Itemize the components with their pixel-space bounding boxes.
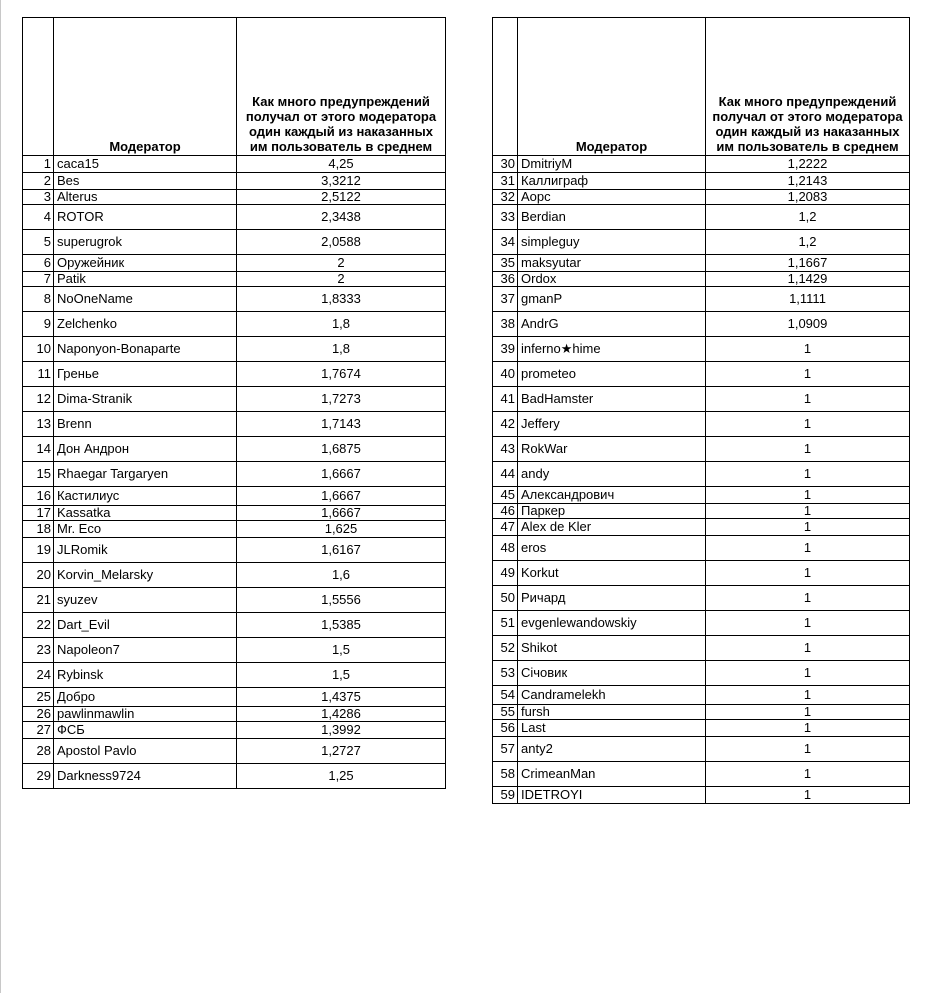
warnings-average: 1,5385 [237,613,446,638]
warnings-average: 4,25 [237,156,446,173]
row-number: 3 [23,190,54,205]
row-number: 7 [23,272,54,287]
table-row [493,437,910,462]
table-row [23,487,446,506]
moderator-name: prometeo [518,362,706,387]
warnings-average: 2,0588 [237,230,446,255]
moderator-name: superugrok [54,230,237,255]
warnings-average: 1,8 [237,337,446,362]
moderator-name: Dima-Stranik [54,387,237,412]
row-number: 25 [23,688,54,707]
warnings-average: 1,2 [706,205,910,230]
warnings-average: 1 [706,636,910,661]
warnings-average: 1,2 [706,230,910,255]
row-number: 9 [23,312,54,337]
table-row [23,362,446,387]
moderator-name: Apostol Pavlo [54,739,237,764]
warnings-average: 1 [706,661,910,686]
warnings-average: 1,6167 [237,538,446,563]
moderator-name: Александрович [518,487,706,504]
moderator-name: Bes [54,173,237,190]
row-number: 8 [23,287,54,312]
row-number: 58 [493,762,518,787]
table-row [23,521,446,538]
table-row [493,536,910,561]
moderator-name: Korvin_Melarsky [54,563,237,588]
row-number: 27 [23,722,54,739]
moderator-name: anty2 [518,737,706,762]
warnings-average: 1 [706,387,910,412]
table-row [23,764,446,789]
warnings-average: 2,5122 [237,190,446,205]
moderator-name: andy [518,462,706,487]
row-number: 44 [493,462,518,487]
warnings-average: 2 [237,272,446,287]
table-row [493,412,910,437]
moderator-name: Каллиграф [518,173,706,190]
window-left-border [0,0,1,993]
moderator-name: fursh [518,705,706,720]
moderator-name: DmitriyM [518,156,706,173]
header-warnings-average: Как много предупреждений получал от этого модератора один каждый из наказанных им пользователь в среднем [706,18,910,156]
moderator-name: Aopc [518,190,706,205]
table-row [493,705,910,720]
row-number: 10 [23,337,54,362]
warnings-average: 1,4375 [237,688,446,707]
row-number: 30 [493,156,518,173]
warnings-average: 1,4286 [237,707,446,722]
warnings-average: 1,2143 [706,173,910,190]
warnings-average: 1,1429 [706,272,910,287]
warnings-average: 1 [706,519,910,536]
table-row [23,722,446,739]
moderator-name: Napoleon7 [54,638,237,663]
row-number: 14 [23,437,54,462]
moderator-name: Kassatka [54,506,237,521]
row-number: 40 [493,362,518,387]
warnings-average: 1 [706,362,910,387]
header-moderator: Модератор [518,18,706,156]
warnings-average: 2 [237,255,446,272]
table-row [493,762,910,787]
moderator-name: JLRomik [54,538,237,563]
row-number: 12 [23,387,54,412]
row-number: 42 [493,412,518,437]
warnings-average: 1 [706,462,910,487]
moderator-name: Оружейник [54,255,237,272]
warnings-average: 1 [706,561,910,586]
moderator-name: Candramelekh [518,686,706,705]
moderator-name: Korkut [518,561,706,586]
moderator-name: Patik [54,272,237,287]
table-row [493,462,910,487]
table-row [493,362,910,387]
header-warnings-average: Как много предупреждений получал от этого модератора один каждый из наказанных им пользователь в среднем [237,18,446,156]
row-number: 13 [23,412,54,437]
table-row [493,519,910,536]
row-number: 34 [493,230,518,255]
row-number: 24 [23,663,54,688]
moderator-name: simpleguy [518,230,706,255]
table-row [493,312,910,337]
header-num [493,18,518,156]
warnings-average: 1,6 [237,563,446,588]
moderator-name: pawlinmawlin [54,707,237,722]
row-number: 18 [23,521,54,538]
row-number: 28 [23,739,54,764]
row-number: 45 [493,487,518,504]
table-row [493,504,910,519]
warnings-average: 1 [706,705,910,720]
table-row [493,387,910,412]
moderator-name: Shikot [518,636,706,661]
table-row [23,205,446,230]
warnings-average: 1,5 [237,638,446,663]
row-number: 39 [493,337,518,362]
row-number: 20 [23,563,54,588]
warnings-average: 1,6875 [237,437,446,462]
row-number: 5 [23,230,54,255]
warnings-average: 1 [706,737,910,762]
header-row [23,18,446,156]
table-row [23,638,446,663]
row-number: 37 [493,287,518,312]
table-row [493,487,910,504]
warnings-average: 1 [706,762,910,787]
moderator-name: Добро [54,688,237,707]
table-row [23,190,446,205]
warnings-average: 1,1111 [706,287,910,312]
moderator-table-right [492,17,910,804]
warnings-average: 1 [706,437,910,462]
table-row [493,255,910,272]
row-number: 19 [23,538,54,563]
warnings-average: 1 [706,686,910,705]
warnings-average: 3,3212 [237,173,446,190]
table-row [23,337,446,362]
warnings-average: 1 [706,586,910,611]
moderator-name: Дон Андрон [54,437,237,462]
row-number: 56 [493,720,518,737]
warnings-average: 1,8333 [237,287,446,312]
row-number: 22 [23,613,54,638]
moderator-name: syuzev [54,588,237,613]
moderator-name: NoOneName [54,287,237,312]
row-number: 33 [493,205,518,230]
table-row [23,613,446,638]
warnings-average: 1,6667 [237,487,446,506]
moderator-name: BadHamster [518,387,706,412]
warnings-average: 1,7143 [237,412,446,437]
moderator-name: evgenlewandowskiy [518,611,706,636]
moderator-table-left [22,17,446,789]
row-number: 15 [23,462,54,487]
warnings-average: 1 [706,720,910,737]
row-number: 32 [493,190,518,205]
moderator-name: gmanP [518,287,706,312]
warnings-average: 1,625 [237,521,446,538]
table-row [23,707,446,722]
moderator-name: RokWar [518,437,706,462]
table-row [23,387,446,412]
moderator-name: Паркер [518,504,706,519]
table-row [493,156,910,173]
table-row [23,462,446,487]
row-number: 49 [493,561,518,586]
warnings-average: 1,6667 [237,506,446,521]
table-row [493,272,910,287]
moderator-name: Гренье [54,362,237,387]
row-number: 1 [23,156,54,173]
table-row [23,173,446,190]
table-row [493,720,910,737]
moderator-name: AndrG [518,312,706,337]
row-number: 2 [23,173,54,190]
row-number: 36 [493,272,518,287]
moderator-name: Jeffery [518,412,706,437]
row-number: 59 [493,787,518,804]
warnings-average: 1,8 [237,312,446,337]
moderator-name: Rybinsk [54,663,237,688]
warnings-average: 1 [706,504,910,519]
table-row [493,205,910,230]
row-number: 26 [23,707,54,722]
table-row [23,588,446,613]
warnings-average: 1 [706,787,910,804]
moderator-name: caca15 [54,156,237,173]
table-row [23,230,446,255]
warnings-average: 1,0909 [706,312,910,337]
row-number: 48 [493,536,518,561]
table-row [493,337,910,362]
row-number: 16 [23,487,54,506]
warnings-average: 1,1667 [706,255,910,272]
moderator-name: Кастилиус [54,487,237,506]
row-number: 41 [493,387,518,412]
warnings-average: 1 [706,536,910,561]
warnings-average: 1,6667 [237,462,446,487]
header-row [493,18,910,156]
moderator-name: Ordox [518,272,706,287]
moderator-name: maksyutar [518,255,706,272]
header-num [23,18,54,156]
table-row [493,173,910,190]
row-number: 57 [493,737,518,762]
table-row [493,661,910,686]
table-row [23,255,446,272]
row-number: 38 [493,312,518,337]
row-number: 23 [23,638,54,663]
moderator-name: ROTOR [54,205,237,230]
moderator-name: Zelchenko [54,312,237,337]
moderator-name: Січовик [518,661,706,686]
row-number: 35 [493,255,518,272]
warnings-average: 1 [706,412,910,437]
warnings-average: 1,5 [237,663,446,688]
row-number: 54 [493,686,518,705]
header-moderator: Модератор [54,18,237,156]
table-row [493,287,910,312]
row-number: 53 [493,661,518,686]
warnings-average: 1,5556 [237,588,446,613]
row-number: 46 [493,504,518,519]
moderator-name: Mr. Eco [54,521,237,538]
table-row [23,563,446,588]
table-row [23,506,446,521]
row-number: 47 [493,519,518,536]
warnings-average: 1,7674 [237,362,446,387]
table-row [493,737,910,762]
moderator-name: Ричард [518,586,706,611]
table-row [23,287,446,312]
table-row [493,190,910,205]
row-number: 50 [493,586,518,611]
warnings-average: 2,3438 [237,205,446,230]
moderator-name: Rhaegar Targaryen [54,462,237,487]
moderator-name: Alterus [54,190,237,205]
warnings-average: 1,2083 [706,190,910,205]
warnings-average: 1 [706,611,910,636]
row-number: 51 [493,611,518,636]
table-row [23,156,446,173]
warnings-average: 1,2727 [237,739,446,764]
table-body-left [23,156,446,789]
warnings-average: 1,7273 [237,387,446,412]
moderator-name: inferno★hime [518,337,706,362]
warnings-average: 1 [706,487,910,504]
table-row [493,230,910,255]
row-number: 29 [23,764,54,789]
table-row [493,561,910,586]
row-number: 17 [23,506,54,521]
table-row [23,272,446,287]
table-row [493,586,910,611]
table-row [23,538,446,563]
row-number: 31 [493,173,518,190]
moderator-name: CrimeanMan [518,762,706,787]
table-row [493,611,910,636]
moderator-name: Darkness9724 [54,764,237,789]
warnings-average: 1,2222 [706,156,910,173]
row-number: 6 [23,255,54,272]
row-number: 55 [493,705,518,720]
table-row [493,686,910,705]
moderator-name: Naponyon-Bonaparte [54,337,237,362]
table-row [23,739,446,764]
moderator-name: eros [518,536,706,561]
table-row [23,437,446,462]
moderator-name: Alex de Kler [518,519,706,536]
row-number: 4 [23,205,54,230]
moderator-name: Dart_Evil [54,613,237,638]
table-row [493,636,910,661]
table-row [23,663,446,688]
table-body-right [493,156,910,804]
warnings-average: 1,3992 [237,722,446,739]
warnings-average: 1,25 [237,764,446,789]
row-number: 43 [493,437,518,462]
row-number: 52 [493,636,518,661]
table-row [23,312,446,337]
moderator-name: Brenn [54,412,237,437]
moderator-name: IDETROYI [518,787,706,804]
moderator-name: ФСБ [54,722,237,739]
moderator-name: Last [518,720,706,737]
table-row [493,787,910,804]
table-row [23,688,446,707]
table-row [23,412,446,437]
row-number: 21 [23,588,54,613]
moderator-name: Berdian [518,205,706,230]
row-number: 11 [23,362,54,387]
warnings-average: 1 [706,337,910,362]
